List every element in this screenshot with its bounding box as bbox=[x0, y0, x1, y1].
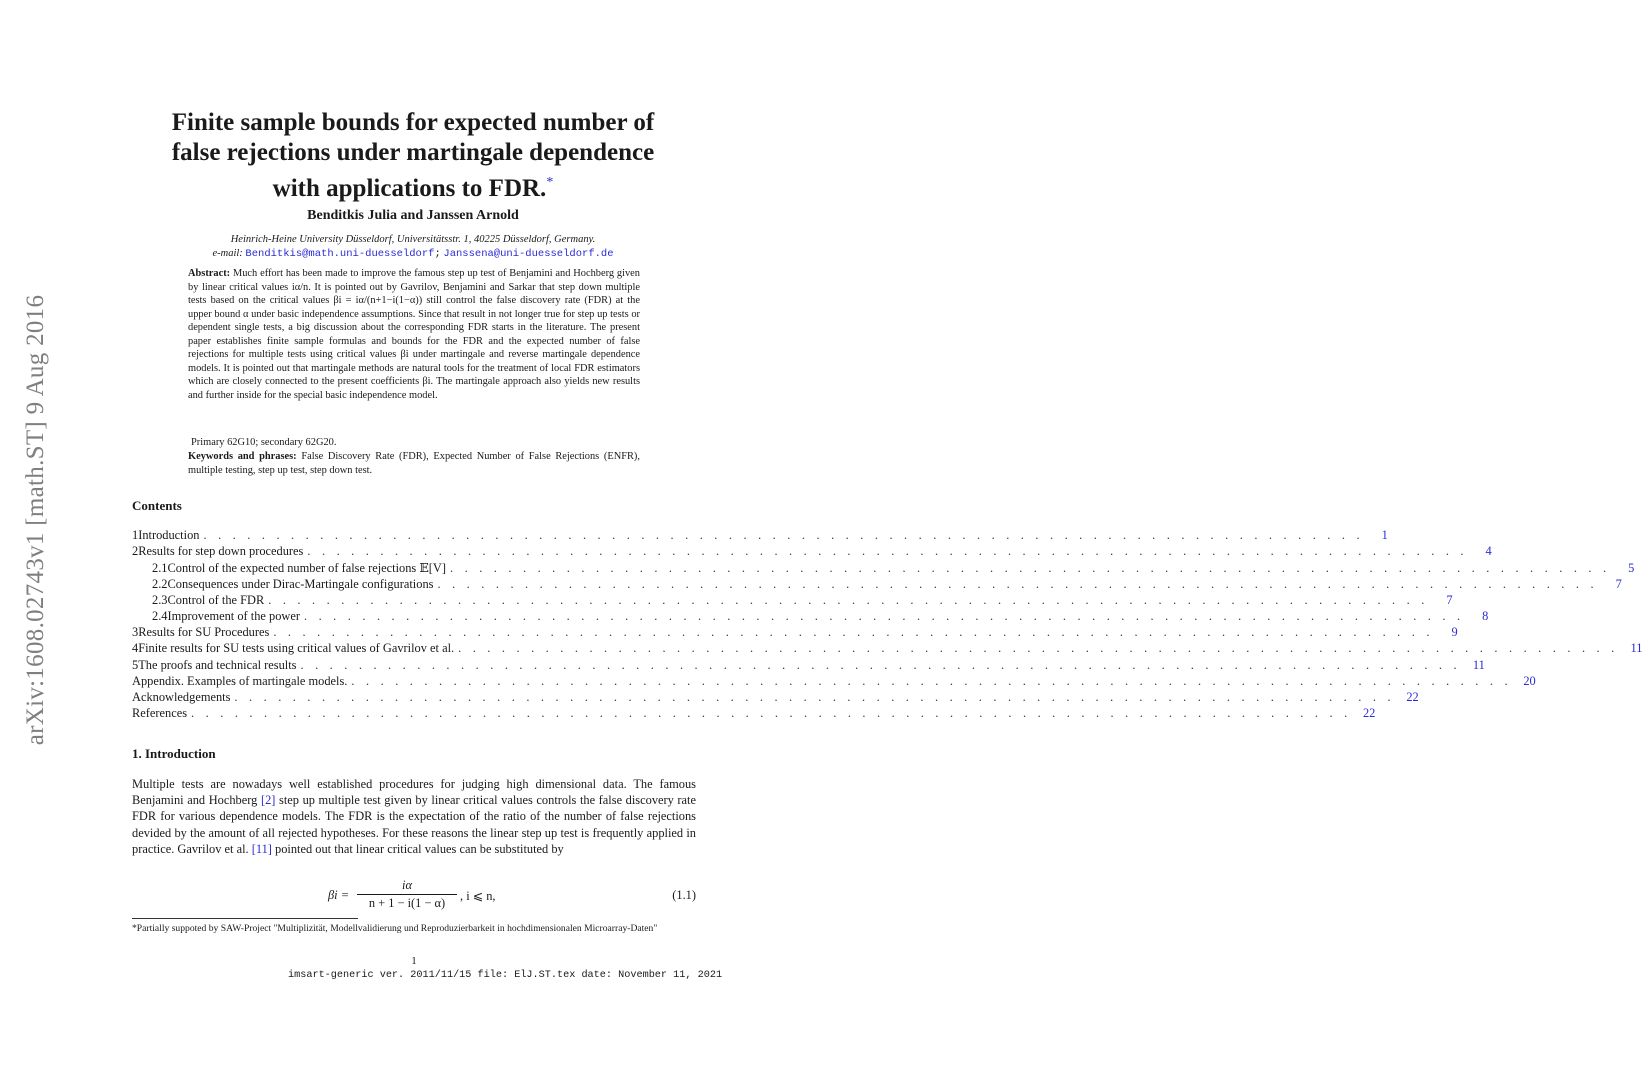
intro-text-1: Multiple tests are nowadays well established procedures for judging high dimensional data. The famous Benjamini and Hochberg bbox=[132, 777, 696, 808]
toc-entry-title: Finite results for SU tests using critical values of Gavrilov et al. bbox=[138, 641, 455, 656]
toc-page-link[interactable]: 9 bbox=[1451, 625, 1458, 640]
email-separator: ; bbox=[434, 248, 441, 260]
toc-page-link[interactable]: 4 bbox=[1485, 544, 1492, 559]
toc-entry-title: Control of the FDR bbox=[167, 592, 265, 607]
title-line-2: false rejections under martingale dependence bbox=[171, 139, 655, 166]
title-line-1: Finite sample bounds for expected number of bbox=[171, 109, 655, 136]
email-link-1[interactable]: Benditkis@math.uni-duesseldorf bbox=[245, 248, 435, 260]
equation-numerator: iα bbox=[402, 878, 412, 892]
page-footer: imsart-generic ver. 2011/11/15 file: ElJ.ST.tex date: November 11, 2021 bbox=[288, 970, 723, 981]
toc-leader-dots: . . . . . . . . . . . . . . . . . . . . . . . . . . . . . . . . . . . . . . . . . . . . . . . . . . . . . . . . . . . . . . . . . . . . . . . . . . . . . . . . bbox=[450, 561, 1611, 576]
toc-leader-dots: . . . . . . . . . . . . . . . . . . . . . . . . . . . . . . . . . . . . . . . . . . . . . . . . . . . . . . . . . . . . . . . . . . . . . . . . . . . . . . . . bbox=[437, 576, 1598, 591]
email-link-2[interactable]: Janssena@uni-duesseldorf.de bbox=[443, 248, 614, 260]
toc-leader-dots: . . . . . . . . . . . . . . . . . . . . . . . . . . . . . . . . . . . . . . . . . . . . . . . . . . . . . . . . . . . . . . . . . . . . . . . . . . . . . . . . bbox=[234, 689, 1395, 704]
title-footnote-marker[interactable]: * bbox=[546, 175, 554, 190]
citation-link-2[interactable]: [2] bbox=[260, 793, 276, 808]
toc-entry[interactable] bbox=[132, 528, 1388, 544]
toc-entry-number: 2.4 bbox=[152, 608, 168, 623]
section-heading-introduction: 1. Introduction bbox=[132, 746, 216, 761]
contents-heading: Contents bbox=[132, 498, 182, 513]
introduction-paragraph bbox=[132, 776, 696, 857]
equation-lhs: βi = bbox=[328, 888, 350, 902]
toc-entry[interactable] bbox=[132, 592, 1453, 609]
toc-entry[interactable] bbox=[132, 560, 1635, 576]
toc-entry-number: 2.1 bbox=[152, 561, 168, 576]
abstract bbox=[188, 267, 640, 402]
toc-leader-dots: . . . . . . . . . . . . . . . . . . . . . . . . . . . . . . . . . . . . . . . . . . . . . . . . . . . . . . . . . . . . . . . . . . . . . . . . . . . . . . . . bbox=[351, 673, 1512, 688]
citation-link-11[interactable]: [11] bbox=[251, 841, 272, 856]
fraction-bar bbox=[357, 894, 457, 895]
toc-leader-dots: . . . . . . . . . . . . . . . . . . . . . . . . . . . . . . . . . . . . . . . . . . . . . . . . . . . . . . . . . . . . . . . . . . . . . . . . . . . . . . . . bbox=[307, 544, 1468, 559]
toc-entry[interactable] bbox=[132, 641, 1642, 657]
toc-page-link[interactable]: 22 bbox=[1362, 706, 1376, 721]
toc-entry[interactable] bbox=[132, 625, 1458, 641]
toc-page-link[interactable]: 22 bbox=[1406, 689, 1419, 704]
toc-entry[interactable] bbox=[132, 576, 1622, 593]
toc-page-link[interactable]: 20 bbox=[1523, 673, 1536, 688]
footnote: *Partially suppoted by SAW-Project "Multiplizität, Modellvalidierung und Reproduzierbarkeit in hochdimensionalen Microarray-Daten" bbox=[132, 923, 658, 934]
intro-text-2: step up multiple test given by linear critical values controls the false discovery rate FDR for various dependence models. The FDR is the expectation of the ratio of the number of false rejections devided by the amount of all rejected hypotheses. For these reasons the linear step up test is frequently applied in practice. Gavrilov et al. bbox=[132, 793, 696, 856]
toc-leader-dots: . . . . . . . . . . . . . . . . . . . . . . . . . . . . . . . . . . . . . . . . . . . . . . . . . . . . . . . . . . . . . . . . . . . . . . . . . . . . . . . . bbox=[191, 706, 1352, 721]
title-line-3-text: with applications to FDR. bbox=[272, 175, 547, 202]
toc-entry[interactable] bbox=[132, 657, 1485, 674]
arxiv-identifier: arXiv:1608.02743v1 [math.ST] 9 Aug 2016 bbox=[22, 294, 49, 746]
equation-denominator: n + 1 − i(1 − α) bbox=[368, 896, 446, 910]
arxiv-side-stamp bbox=[6, 270, 66, 770]
equation-1-1 bbox=[132, 878, 696, 918]
toc-entry-number: 5 bbox=[132, 657, 139, 672]
equation-rhs: , i ⩽ n, bbox=[460, 889, 496, 903]
toc-leader-dots: . . . . . . . . . . . . . . . . . . . . . . . . . . . . . . . . . . . . . . . . . . . . . . . . . . . . . . . . . . . . . . . . . . . . . . . . . . . . . . . . bbox=[268, 592, 1429, 607]
intro-text-3: pointed out that linear critical values can be substituted by bbox=[275, 841, 564, 856]
toc-leader-dots: . . . . . . . . . . . . . . . . . . . . . . . . . . . . . . . . . . . . . . . . . . . . . . . . . . . . . . . . . . . . . . . . . . . . . . . . . . . . . . . . bbox=[300, 657, 1461, 672]
affiliation-block bbox=[130, 233, 696, 261]
toc-entry[interactable] bbox=[132, 544, 1492, 560]
toc-entry-title: Control of the expected number of false rejections 𝔼[V] bbox=[167, 561, 446, 576]
toc-leader-dots: . . . . . . . . . . . . . . . . . . . . . . . . . . . . . . . . . . . . . . . . . . . . . . . . . . . . . . . . . . . . . . . . . . . . . . . . . . . . . . . . bbox=[458, 641, 1619, 656]
toc-entry[interactable] bbox=[132, 689, 1419, 706]
toc-entry-title: Appendix. Examples of martingale models. bbox=[132, 673, 348, 688]
affiliation: Heinrich-Heine University Düsseldorf, Universitätsstr. 1, 40225 Düsseldorf, Germany. bbox=[230, 234, 596, 245]
abstract-label: Abstract: bbox=[188, 268, 231, 279]
toc-leader-dots: . . . . . . . . . . . . . . . . . . . . . . . . . . . . . . . . . . . . . . . . . . . . . . . . . . . . . . . . . . . . . . . . . . . . . . . . . . . . . . . . bbox=[303, 608, 1465, 623]
footnote-rule bbox=[132, 918, 358, 919]
toc-entry[interactable] bbox=[132, 706, 1376, 722]
paper-title bbox=[130, 108, 696, 204]
email-label: e-mail: bbox=[212, 248, 243, 259]
toc-leader-dots: . . . . . . . . . . . . . . . . . . . . . . . . . . . . . . . . . . . . . . . . . . . . . . . . . . . . . . . . . . . . . . . . . . . . . . . . . . . . . . . . bbox=[203, 528, 1364, 542]
toc-entry[interactable] bbox=[132, 608, 1489, 625]
toc-entry-number: 3 bbox=[132, 625, 139, 640]
equation-number: (1.1) bbox=[672, 888, 696, 902]
toc-page-link[interactable]: 11 bbox=[1630, 641, 1642, 656]
abstract-text: Much effort has been made to improve the famous step up test of Benjamini and Hochberg given by linear critical values iα/n. It is pointed out by Gavrilov, Benjamini and Sarkar that step down multiple tests based on the critical values βi = iα/(n+1−i(1−α)) still control the false discovery rate (FDR) at the upper bound α under basic independence assumptions. Since that result in not longer true for step up tests or dependent single tests, a big discussion about the corresponding FDR starts in the literature. The present paper establishes finite sample formulas and bounds for the FDR and the expected number of false rejections for multiple tests using critical values βi under martingale and reverse martingale dependence models. It is pointed out that martingale methods are natural tools for the treatment of local FDR estimators which are closely connected to the present coefficients βi. The martingale approach also yields new results and further inside for the special basic independence model. bbox=[188, 268, 640, 401]
toc-leader-dots: . . . . . . . . . . . . . . . . . . . . . . . . . . . . . . . . . . . . . . . . . . . . . . . . . . . . . . . . . . . . . . . . . . . . . . . . . . . . . . . . bbox=[273, 625, 1434, 640]
table-of-contents bbox=[132, 528, 1642, 722]
page-number: 1 bbox=[411, 955, 417, 967]
toc-page-link[interactable]: 8 bbox=[1482, 608, 1489, 623]
toc-page-link[interactable]: 7 bbox=[1615, 576, 1622, 591]
toc-entry-title: References bbox=[132, 706, 188, 721]
toc-entry-number: 2.2 bbox=[152, 576, 168, 591]
toc-entry-title: Consequences under Dirac-Martingale configurations bbox=[167, 576, 434, 591]
authors: Benditkis Julia and Janssen Arnold bbox=[307, 208, 519, 223]
toc-entry-number: 4 bbox=[132, 641, 139, 656]
toc-page-link[interactable]: 7 bbox=[1446, 592, 1453, 607]
toc-entry-title: Improvement of the power bbox=[167, 608, 300, 623]
toc-entry-title: Acknowledgements bbox=[132, 689, 231, 704]
toc-entry-title: Results for step down procedures bbox=[138, 544, 304, 559]
toc-entry[interactable] bbox=[132, 673, 1536, 690]
toc-entry-number: 1 bbox=[132, 528, 139, 542]
toc-entry-number: 2 bbox=[132, 544, 139, 559]
toc-entry-title: Results for SU Procedures bbox=[138, 625, 270, 640]
keywords bbox=[188, 450, 640, 477]
toc-entry-title: Introduction bbox=[138, 528, 200, 542]
toc-page-link[interactable]: 11 bbox=[1472, 657, 1485, 672]
email-line bbox=[130, 247, 696, 261]
toc-page-link[interactable]: 5 bbox=[1628, 561, 1635, 576]
toc-entry-number: 2.3 bbox=[152, 592, 168, 607]
toc-entry-title: The proofs and technical results bbox=[138, 657, 297, 672]
keywords-text: False Discovery Rate (FDR), Expected Number of False Rejections (ENFR), multiple testing, step up test, step down test. bbox=[188, 451, 640, 476]
title-line-3 bbox=[130, 168, 696, 204]
keywords-label: Keywords and phrases: bbox=[188, 451, 297, 462]
msc-classification: Primary 62G10; secondary 62G20. bbox=[191, 437, 337, 448]
equation-fraction bbox=[357, 878, 457, 911]
toc-page-link[interactable]: 1 bbox=[1381, 528, 1388, 542]
